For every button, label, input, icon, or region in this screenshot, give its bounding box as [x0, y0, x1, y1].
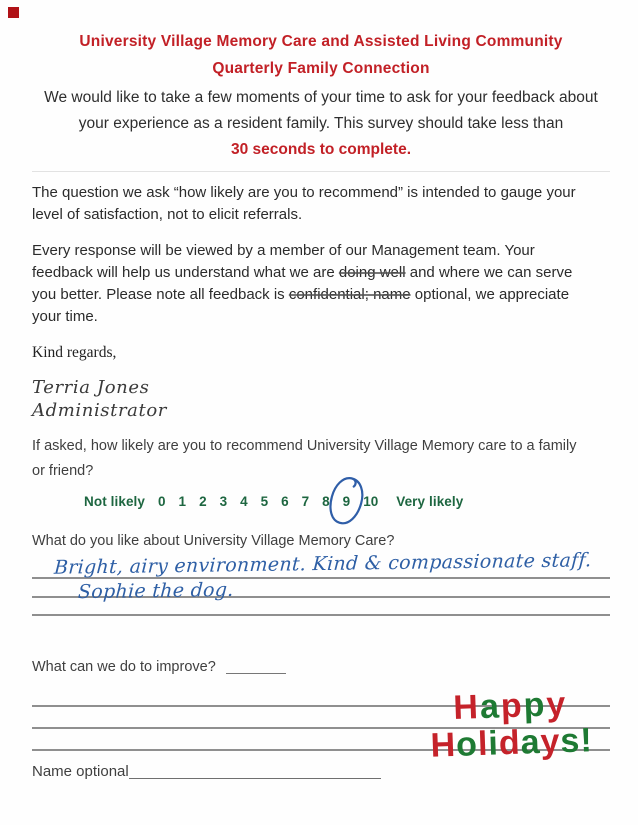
scale-number-7: 7: [301, 494, 310, 509]
intro-emphasis-text: 30 seconds to complete.: [230, 141, 412, 158]
short-blank-line: [226, 673, 286, 674]
scale-low-label: Not likely: [84, 494, 146, 509]
holiday-text-line1: Happy: [452, 685, 568, 727]
paragraph-gauge: The question we ask “how likely are you to recommend” is intended to gauge your level of satisfaction, not to elicit referrals.: [32, 184, 576, 223]
scan-artifact-red-square: [8, 7, 19, 18]
scale-number-4: 4: [240, 494, 248, 509]
paragraph-response-part2: and where we can serve you better. Please note all feedback is: [32, 264, 573, 303]
name-field-label: Name optional: [32, 763, 129, 780]
scale-number-10: 10: [363, 494, 379, 509]
scale-number-0: 0: [158, 494, 166, 509]
scale-high-label: Very likely: [396, 494, 464, 509]
question-improve-row: [32, 659, 610, 675]
name-field-row: [32, 763, 381, 780]
question-like-label: What do you like about University Village Memory Care?: [32, 533, 395, 549]
recommend-question: If asked, how likely are you to recommend University Village Memory care to a family or friend?: [32, 438, 577, 479]
closing-line: Kind regards,: [32, 344, 117, 361]
scale-number-9: 9: [342, 494, 351, 509]
section-divider: [32, 171, 610, 172]
answer-line: [32, 614, 610, 616]
question-improve-label: What can we do to improve?: [32, 659, 216, 675]
scale-number-6: 6: [281, 494, 289, 509]
paragraph-response-part1: Every response will be viewed by a member of our Management team. Your feedback will help us understand what we are: [32, 242, 535, 281]
signature-name: Terria Jones: [32, 377, 150, 398]
handwritten-answer-line1: Bright, airy environment. Kind & compassionate staff.: [53, 549, 593, 579]
page-title: University Village Memory Care and Assisted Living Community: [79, 33, 563, 50]
handwritten-answer-line2: Sophie the dog.: [77, 578, 235, 604]
scale-number-1: 1: [178, 494, 187, 509]
signature-role: Administrator: [32, 400, 167, 421]
bleed-through-mark: doing well: [338, 264, 406, 281]
paragraph-response: [32, 240, 610, 328]
signature-block: [32, 376, 610, 422]
question-like-answer-area: [32, 549, 610, 633]
scale-number-2: 2: [199, 494, 207, 509]
intro-text: We would like to take a few moments of your time to ask for your feedback about your experience as a resident family. This survey should take less than: [44, 89, 598, 132]
happy-holidays-graphic: [387, 684, 635, 767]
paragraph-response-part3: optional, we appreciate your time.: [32, 286, 570, 325]
holiday-text-line2: Holidays!: [429, 721, 594, 765]
scale-number-8: 8: [322, 494, 330, 509]
rating-scale: [84, 494, 610, 509]
scale-number-5: 5: [260, 494, 269, 509]
document-header: [32, 28, 610, 163]
bleed-through-mark: confidential; name: [288, 286, 411, 303]
name-blank-line: [129, 778, 381, 779]
page-subtitle: Quarterly Family Connection: [212, 60, 430, 77]
scale-number-9-selected: [343, 494, 351, 509]
scale-number-3: 3: [219, 494, 228, 509]
